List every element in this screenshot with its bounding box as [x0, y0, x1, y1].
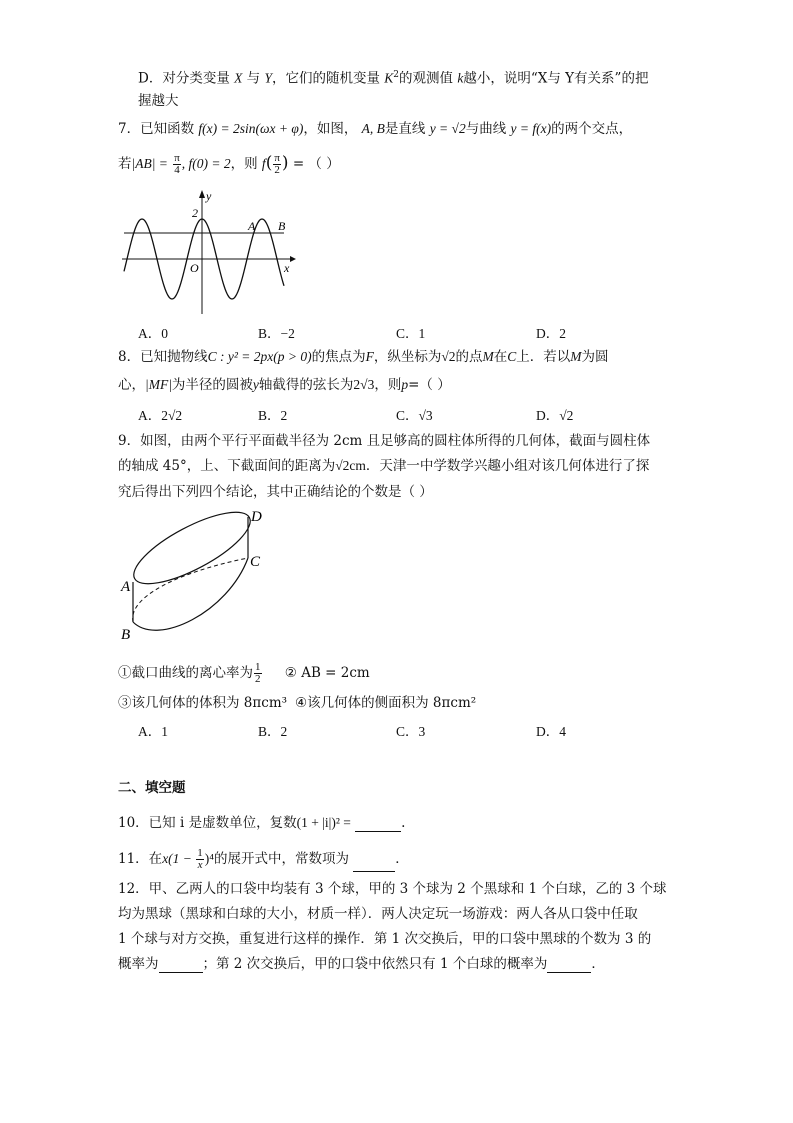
- q7-func: f(x) = 2sin(ωx + φ): [198, 121, 304, 136]
- q12-answer-blank-2[interactable]: [547, 972, 591, 973]
- q8-text-2d: ，则: [374, 377, 402, 393]
- q8-option-c: C．√3: [396, 408, 433, 423]
- q7-line2: 若|AB| = $\frac{\pi}{4}$ , f(0) = 2，则 f( $\frac{\pi}{2}$ ) = （ ）: [118, 152, 340, 176]
- q7-graph-y-label: y: [206, 189, 212, 203]
- q12-text-4c: ．: [591, 956, 605, 972]
- q7-pi-over-2: $\frac{\pi}{2}$: [274, 152, 280, 176]
- q8-text-2b: 为半径的圆被: [171, 377, 253, 393]
- q11-text-b: 的展开式中，常数项为: [214, 851, 349, 867]
- q7-graph-2-label: 2: [192, 206, 198, 220]
- q8-text-a: 8．已知抛物线: [118, 349, 208, 365]
- q8-chord: 2√3: [353, 377, 375, 392]
- q8-option-a: A．2√2: [138, 408, 183, 423]
- q11-line: [118, 846, 409, 872]
- q8-parabola: C : y² = 2px(p > 0): [207, 349, 312, 364]
- q9-c2: ② AB = 2cm: [284, 665, 370, 681]
- q7-text1: ，如图，: [303, 121, 358, 137]
- q9-label-D: D: [251, 509, 262, 525]
- q11-expr: x(1 −: [162, 851, 196, 866]
- q11-fraction: $\frac{1}{x}$: [197, 847, 203, 871]
- q9-option-d: D．4: [536, 724, 566, 739]
- q8-text-2e: =（ ）: [408, 377, 451, 393]
- q8-M: M: [482, 349, 494, 364]
- q6-d-y: Y: [264, 70, 272, 86]
- q7-graph-x-label: x: [284, 261, 290, 275]
- q6-d-yu: 与: [246, 70, 261, 87]
- q6-d-mid: ，它们的随机变量: [271, 70, 380, 87]
- q9-label-B: B: [121, 627, 131, 643]
- q8-line1: [118, 348, 609, 366]
- q6-d-k: k: [457, 70, 464, 86]
- q12-text-4b: ；第 2 次交换后，甲的口袋中依然只有 1 个白球的概率为: [202, 956, 548, 972]
- q8-text-2a: 心，: [118, 377, 145, 393]
- q8-line2: [118, 376, 451, 394]
- q7-option-d: D．2: [536, 326, 566, 341]
- q8-text-g: 为圆: [581, 349, 609, 365]
- q8-Y: y: [252, 377, 259, 392]
- q12-text-4a: 概率为: [118, 956, 159, 972]
- q10-line: [118, 814, 405, 832]
- q8-C: C: [507, 349, 517, 364]
- q8-option-b: B．2: [258, 408, 288, 423]
- q10-answer-blank[interactable]: [355, 831, 401, 832]
- q7-text3: 与曲线: [465, 121, 507, 137]
- q8-text-f: 上．若以: [516, 349, 571, 365]
- q7-graph-O-label: O: [190, 261, 199, 275]
- q9-conclusions-1-2: [118, 660, 370, 686]
- q9-line1: 9．如图，由两个平行平面截半径为 2cm 且足够高的圆柱体所得的几何体，截面与圆柱体: [118, 433, 651, 449]
- q7-text2: 是直线: [384, 121, 426, 137]
- q8-F: F: [365, 349, 374, 364]
- q7-num: 7．已知函数: [118, 121, 195, 137]
- q11-answer-blank[interactable]: [353, 871, 395, 872]
- q12-line2: 均为黑球（黑球和白球的大小，材质一样）．两人决定玩一场游戏：两人各从口袋中任取: [118, 906, 638, 922]
- q7-ask-f: f: [261, 156, 266, 171]
- q7-pi-over-4: $\frac{\pi}{4}$: [174, 152, 180, 176]
- q11-text-a: 11．在: [118, 851, 163, 867]
- q7-line-eq: y = √2: [429, 121, 466, 136]
- q7-text4: 的两个交点，: [551, 121, 633, 137]
- q7-graph-B-label: B: [278, 219, 286, 233]
- q12-line1: 12．甲、乙两人的口袋中均装有 3 个球，甲的 3 个球为 2 个黑球和 1 个白球，乙的 3 个球: [118, 881, 667, 897]
- q9-option-c: C．3: [396, 724, 426, 739]
- q9-option-b: B．2: [258, 724, 288, 739]
- q8-text-d: 的点: [455, 349, 483, 365]
- q8-option-d: D．√2: [536, 408, 574, 423]
- q7-curve-eq: y = f(x): [510, 121, 552, 136]
- q9-cylinder-figure: [118, 502, 278, 644]
- q7-then: ，则: [230, 156, 258, 172]
- q7-cond-ab: |AB| =: [131, 156, 168, 171]
- q10-end: .: [401, 815, 406, 831]
- q9-line2: [118, 457, 649, 475]
- q9-line3: 究后得出下列四个结论，其中正确结论的个数是（ ）: [118, 484, 433, 500]
- q12-line3: 1 个球与对方交换，重复进行这样的操作．第 1 次交换后，甲的口袋中黑球的个数为 3 的: [118, 931, 652, 947]
- q12-line4: [118, 955, 605, 973]
- q6-d-prefix: D．对分类变量: [138, 70, 230, 87]
- q6-option-d-line1: [138, 66, 648, 88]
- q7-graph-A-label: A: [248, 219, 256, 233]
- q6-d-end: 越小，说明“X与 Y有关系”的把: [463, 70, 649, 87]
- q8-text-e: 在: [493, 349, 508, 365]
- q7-cond-f0: , f(0) = 2: [181, 156, 231, 171]
- q9-text-2a: 的轴成 45°，上、下截面间的距离为: [118, 458, 336, 474]
- q8-root2: √2: [441, 349, 456, 364]
- q6-d-sup: 2: [393, 70, 400, 80]
- q9-option-a: A．1: [138, 724, 168, 739]
- q9-c1: ①截口曲线的离心率为: [118, 665, 253, 681]
- q9-conclusions-3-4: [118, 694, 476, 712]
- q7-option-a: A．0: [138, 326, 168, 341]
- q6-option-d-line2: 握越大: [138, 93, 179, 109]
- q6-d-k2: K: [384, 70, 394, 86]
- q6-d-mid2: 的观测值: [399, 70, 454, 87]
- q12-answer-blank-1[interactable]: [159, 972, 203, 973]
- q9-text-2b: ．天津一中学数学兴趣小组对该几何体进行了探: [365, 458, 650, 474]
- q9-label-A: A: [121, 579, 131, 595]
- q9-dist: √2cm: [335, 458, 366, 473]
- q8-text-c: ，纵坐标为: [373, 349, 442, 365]
- q7-ab: A, B: [361, 121, 385, 136]
- q9-c1-fraction: $\frac{1}{2}$: [255, 661, 261, 685]
- q7-option-c: C．1: [396, 326, 426, 341]
- q7-eq-paren: = （ ）: [292, 156, 340, 172]
- section-title-fill-in: 二、填空题: [118, 780, 186, 796]
- q11-expr2: )⁴: [204, 851, 214, 866]
- q8-p: p: [401, 377, 409, 392]
- q7-option-b: B．−2: [258, 326, 295, 341]
- q6-d-x: X: [234, 70, 243, 86]
- q9-label-C: C: [250, 554, 261, 570]
- q11-end: ．: [395, 851, 409, 867]
- q9-c4: ④该几何体的侧面积为 8πcm²: [295, 695, 477, 711]
- q10-expr: (1 + |i|)² =: [296, 815, 351, 830]
- q10-text: 10．已知 i 是虚数单位，复数: [118, 815, 297, 831]
- q7-line1: [118, 120, 632, 138]
- q8-mf: |MF|: [145, 377, 172, 392]
- q7-if: 若: [118, 156, 132, 172]
- q8-text-b: 的焦点为: [311, 349, 366, 365]
- q7-sine-graph: [118, 188, 298, 316]
- q9-c3: ③该几何体的体积为 8πcm³: [118, 695, 288, 711]
- q8-M2: M: [570, 349, 582, 364]
- q8-text-2c: 轴截得的弦长为: [258, 377, 354, 393]
